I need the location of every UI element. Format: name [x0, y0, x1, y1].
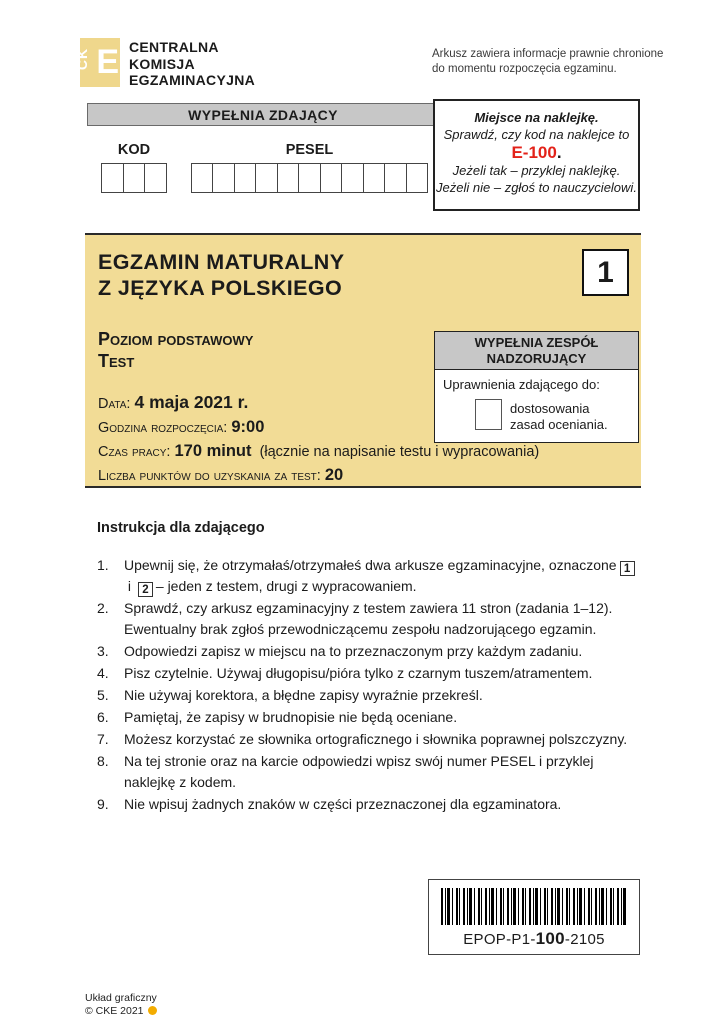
org-line-2: KOMISJA [129, 55, 195, 72]
footer-copyright: © CKE 2021 [85, 1005, 144, 1017]
item-number: 4. [97, 665, 109, 681]
duration-note: (łącznie na napisanie testu i wypracowania) [259, 444, 540, 460]
instruction-item [97, 685, 642, 706]
item-number: 7. [97, 731, 109, 747]
sticker-code: E-100 [511, 143, 557, 162]
sticker-check-line: Sprawdź, czy kod na naklejce to [443, 126, 630, 142]
pesel-cell[interactable] [213, 164, 234, 192]
start-time-label: Godzina rozpoczęcia: [98, 420, 228, 436]
barcode-emphasis: 100 [535, 929, 565, 948]
pesel-cell[interactable] [235, 164, 256, 192]
item-number: 6. [97, 709, 109, 725]
exam-meta [98, 392, 539, 490]
item-1-mid: i [124, 578, 135, 594]
instruction-item [97, 794, 642, 815]
sticker-code-line [435, 143, 638, 163]
item-1-pre: Upewnij się, że otrzymałaś/otrzymałeś dwa arkusze egzaminacyjne, oznaczone [124, 557, 617, 573]
instruction-item [97, 729, 642, 750]
sticker-box [433, 99, 640, 211]
pesel-label: PESEL [285, 142, 334, 158]
footer-line-2 [85, 1005, 157, 1018]
barcode-code [429, 929, 639, 949]
item-text: Odpowiedzi zapisz w miejscu na to przeznaczonym przy każdym zadaniu. [124, 643, 583, 659]
yellow-dot-icon [148, 1006, 157, 1015]
item-text: Nie używaj korektora, a błędne zapisy wyraźnie przekreśl. [124, 687, 483, 703]
item-text: Pamiętaj, że zapisy w brudnopisie nie będą oceniane. [124, 709, 458, 725]
instructions-section [97, 520, 642, 816]
exam-title [98, 249, 344, 301]
pesel-input-cells[interactable] [191, 163, 428, 193]
item-number: 5. [97, 687, 109, 703]
pesel-cell[interactable] [407, 164, 427, 192]
instruction-item [97, 555, 642, 597]
cke-logo [74, 38, 256, 89]
cke-logo-icon [74, 38, 120, 87]
candidate-section-header: WYPEŁNIA ZDAJĄCY [87, 103, 439, 126]
legal-notice-line-1: Arkusz zawiera informacje prawnie chronione [432, 48, 664, 60]
legal-notice-line-2: do momentu rozpoczęcia egzaminu. [432, 62, 617, 75]
kod-cell[interactable] [102, 164, 124, 192]
exam-points-row [98, 466, 539, 485]
kod-cell[interactable] [124, 164, 146, 192]
supervisor-box-header [435, 332, 638, 370]
legal-notice [432, 47, 663, 76]
item-text: Nie wpisuj żadnych znaków w części przeznaczonej dla egzaminatora. [124, 796, 562, 812]
supervisor-header-line-2: NADZORUJĄCY [486, 350, 587, 366]
item-number: 2. [97, 600, 109, 616]
barcode-icon [441, 888, 627, 925]
cke-logo-e-glyph: E [96, 43, 119, 81]
item-text [124, 555, 642, 597]
footer [85, 992, 157, 1018]
exam-level [98, 328, 253, 372]
exam-level-line-2: Test [98, 351, 135, 371]
pesel-cell[interactable] [364, 164, 385, 192]
pesel-cell[interactable] [385, 164, 406, 192]
date-value: 4 maja 2021 r. [134, 392, 249, 412]
exam-start-row [98, 418, 539, 437]
kod-cell[interactable] [145, 164, 166, 192]
barcode-prefix: EPOP-P1- [463, 931, 536, 948]
points-value: 20 [324, 466, 344, 484]
start-time-value: 9:00 [231, 418, 265, 436]
instructions-title: Instrukcja dla zdającego [97, 520, 265, 536]
pesel-cell[interactable] [256, 164, 277, 192]
exam-date-row [98, 392, 539, 413]
exam-title-line-2: Z JĘZYKA POLSKIEGO [98, 276, 343, 300]
item-text: Pisz czytelnie. Używaj długopisu/pióra tylko z czarnym tuszem/atramentem. [124, 665, 593, 681]
sheet-number-badge: 1 [582, 249, 629, 296]
exam-info-panel [85, 233, 641, 488]
pesel-cell[interactable] [321, 164, 342, 192]
org-line-3: EGZAMINACYJNA [129, 72, 256, 88]
adaptation-label-line-2: zasad oceniania. [510, 417, 608, 432]
item-text: Możesz korzystać ze słownika ortograficznego i słownika poprawnej polszczyzny. [124, 731, 628, 747]
item-text: Na tej stronie oraz na karcie odpowiedzi wpisz swój numer PESEL i przyklej naklejkę z kodem. [124, 753, 594, 790]
duration-value: 170 minut [174, 442, 252, 460]
instruction-item [97, 663, 642, 684]
footer-line-1: Układ graficzny [85, 992, 157, 1004]
item-number: 8. [97, 753, 109, 769]
adaptation-label-line-1: dostosowania [510, 401, 590, 416]
org-line-1: CENTRALNA [129, 39, 219, 55]
exam-level-line-1: Poziom podstawowy [98, 329, 254, 349]
instruction-item [97, 707, 642, 728]
item-text: Sprawdź, czy arkusz egzaminacyjny z testem zawiera 11 stron (zadania 1–12). Ewentualny brak zgłoś przewodniczącemu zespołu nadzorującego egzamin. [124, 600, 613, 637]
instruction-item [97, 598, 642, 640]
item-1-post: – jeden z testem, drugi z wypracowaniem. [155, 578, 417, 594]
cke-org-name [129, 38, 255, 89]
kod-input-cells[interactable] [101, 163, 167, 193]
item-number: 1. [97, 557, 109, 573]
exam-duration-row [98, 442, 539, 461]
sticker-yes-line: Jeżeli tak – przyklej naklejkę. [452, 163, 621, 178]
item-number: 9. [97, 796, 109, 812]
sheet-1-inline-badge: 1 [620, 561, 635, 576]
barcode-suffix: -2105 [564, 931, 605, 948]
kod-label: KOD [117, 142, 151, 158]
pesel-cell[interactable] [192, 164, 213, 192]
barcode-box [428, 879, 640, 955]
item-number: 3. [97, 643, 109, 659]
supervisor-header-line-1: WYPEŁNIA ZESPÓŁ [474, 335, 599, 350]
instruction-item [97, 641, 642, 662]
instruction-item [97, 751, 642, 793]
exam-title-line-1: EGZAMIN MATURALNY [98, 250, 345, 274]
pesel-cell[interactable] [278, 164, 299, 192]
duration-label: Czas pracy: [98, 444, 171, 460]
sticker-code-period: . [556, 143, 562, 162]
sticker-title: Miejsce na naklejkę. [474, 110, 599, 125]
cke-logo-ck-text: CK [74, 47, 91, 71]
date-label: Data: [98, 396, 131, 412]
supervisor-intro: Uprawnienia zdającego do: [443, 377, 600, 392]
sticker-no-line: Jeżeli nie – zgłoś to nauczycielowi. [436, 179, 637, 195]
pesel-cell[interactable] [342, 164, 363, 192]
points-label: Liczba punktów do uzyskania za test: [98, 468, 321, 484]
sheet-2-inline-badge: 2 [138, 582, 153, 597]
pesel-cell[interactable] [299, 164, 320, 192]
